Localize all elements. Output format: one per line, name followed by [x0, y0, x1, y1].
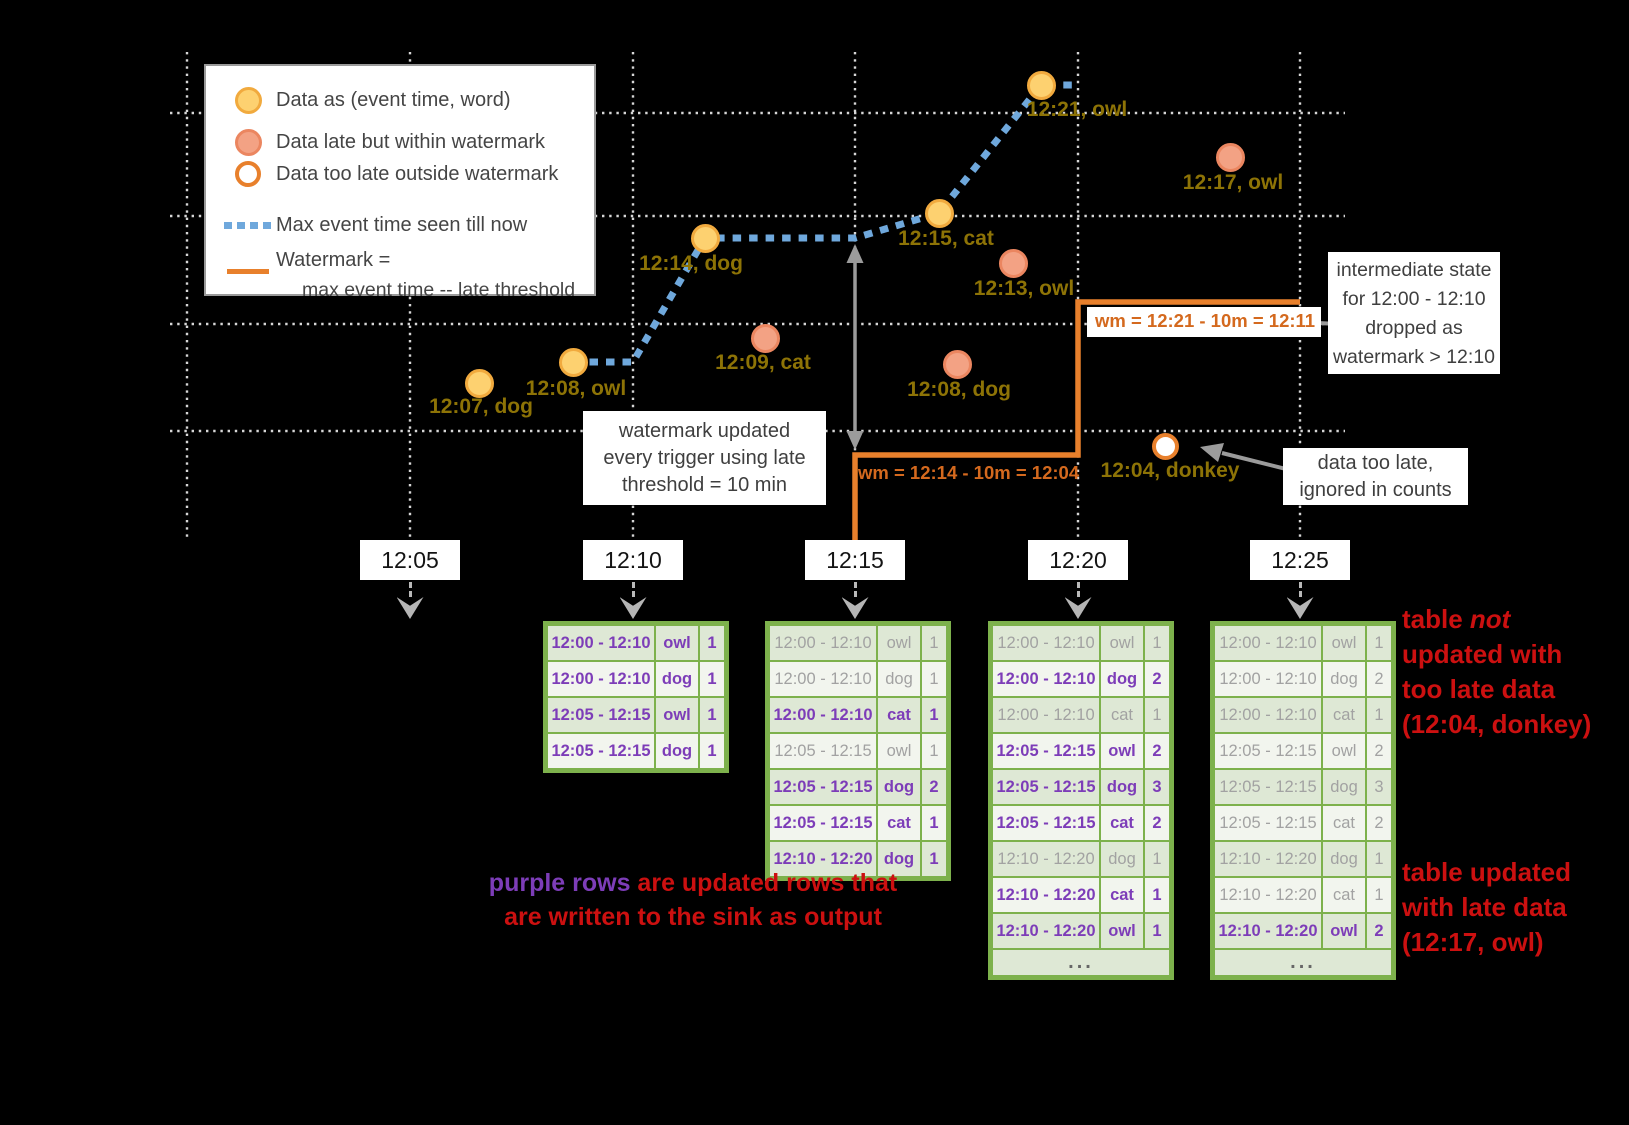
window-cell: 12:05 - 12:15	[546, 697, 656, 733]
count-cell: 1	[1366, 624, 1394, 662]
orange-line-icon	[227, 269, 269, 274]
data-point-12-14-dog	[691, 224, 720, 253]
note-line: every trigger using late	[603, 447, 806, 469]
data-point-12-07-dog	[465, 369, 494, 398]
table-row	[991, 661, 1172, 697]
count-cell: 2	[1366, 913, 1394, 949]
table-row	[768, 697, 949, 733]
legend-label: Data late but within watermark	[276, 130, 546, 153]
word-cell: owl	[1100, 733, 1144, 769]
tick-arrow-stub	[409, 582, 412, 597]
window-cell: 12:00 - 12:10	[991, 661, 1101, 697]
legend-row-late	[220, 127, 545, 157]
purple-rows-label: purple rows	[488, 869, 631, 897]
data-point-label-12-15-cat: 12:15, cat	[898, 227, 994, 250]
legend-label: Watermark =	[276, 248, 391, 271]
legend-label: Max event time seen till now	[276, 213, 528, 236]
max-event-time-line	[573, 85, 1075, 362]
count-cell: 1	[1366, 877, 1394, 913]
table-row	[1213, 805, 1394, 841]
note-line: watermark > 12:10	[1332, 346, 1496, 368]
data-point-12-17-owl	[1216, 143, 1245, 172]
table-row	[546, 624, 727, 662]
note-line: ignored in counts	[1299, 479, 1452, 501]
count-cell: 1	[921, 805, 949, 841]
data-point-label-12-07-dog: 12:07, dog	[429, 395, 533, 418]
count-cell: 1	[921, 624, 949, 662]
table-row	[991, 913, 1172, 949]
data-point-label-12-08-dog: 12:08, dog	[907, 378, 1011, 401]
count-cell: 1	[1144, 877, 1172, 913]
table-row	[768, 769, 949, 805]
not-updated-note	[1402, 602, 1591, 742]
count-cell: 1	[699, 733, 727, 771]
word-cell: dog	[877, 769, 921, 805]
count-cell: 3	[1366, 769, 1394, 805]
note-text: not	[1469, 604, 1511, 634]
table-row	[768, 624, 949, 662]
tick-arrow-stub	[632, 582, 635, 597]
note-text: are updated rows that	[630, 869, 898, 897]
ellipsis-cell: ...	[991, 949, 1172, 978]
note-text: table	[1402, 604, 1470, 634]
window-cell: 12:10 - 12:20	[1213, 913, 1323, 949]
table-row	[991, 733, 1172, 769]
window-cell: 12:05 - 12:15	[1213, 733, 1323, 769]
data-point-12-08-dog	[943, 350, 972, 379]
table-row	[768, 805, 949, 841]
word-cell: owl	[655, 697, 699, 733]
updated-note	[1402, 855, 1571, 960]
legend-row-too-late	[220, 159, 558, 189]
data-point-12-21-owl	[1027, 71, 1056, 100]
window-cell: 12:00 - 12:10	[546, 624, 656, 662]
word-cell: dog	[655, 733, 699, 771]
window-cell: 12:05 - 12:15	[1213, 805, 1323, 841]
count-cell: 2	[1366, 661, 1394, 697]
too-late-point-icon	[235, 161, 261, 187]
table-row	[1213, 697, 1394, 733]
count-cell: 1	[1144, 624, 1172, 662]
window-cell: 12:05 - 12:15	[768, 769, 878, 805]
data-point-12-15-cat	[925, 199, 954, 228]
note-line: intermediate state	[1336, 259, 1492, 281]
window-cell: 12:05 - 12:15	[991, 805, 1101, 841]
intermediate-state-note	[1328, 252, 1500, 374]
window-cell: 12:10 - 12:20	[768, 841, 878, 879]
count-cell: 2	[1144, 733, 1172, 769]
table-row	[1213, 733, 1394, 769]
note-text: updated	[1469, 857, 1572, 887]
window-cell: 12:00 - 12:10	[768, 697, 878, 733]
word-cell: dog	[1100, 769, 1144, 805]
table-row	[768, 733, 949, 769]
legend-row-ontime	[220, 85, 511, 115]
count-cell: 1	[1366, 697, 1394, 733]
result-table-12-10	[543, 621, 729, 773]
table-row	[546, 697, 727, 733]
table-row	[1213, 913, 1394, 949]
count-cell: 1	[921, 733, 949, 769]
result-table-12-20	[988, 621, 1174, 980]
word-cell: owl	[1100, 624, 1144, 662]
data-point-label-12-13-owl: 12:13, owl	[973, 277, 1075, 300]
watermark-label-low: wm = 12:14 - 10m = 12:04	[858, 462, 1080, 483]
too-late-note	[1283, 448, 1468, 505]
table-row	[991, 769, 1172, 805]
count-cell: 2	[1366, 805, 1394, 841]
word-cell: owl	[1322, 913, 1366, 949]
window-cell: 12:05 - 12:15	[991, 769, 1101, 805]
word-cell: dog	[1100, 661, 1144, 697]
count-cell: 1	[699, 697, 727, 733]
window-cell: 12:05 - 12:15	[768, 805, 878, 841]
legend-row-max-event-time	[220, 210, 527, 240]
tick-arrow-stub	[854, 582, 857, 597]
ellipsis-cell: ...	[1213, 949, 1394, 978]
watermark-gap-arrow	[847, 244, 864, 450]
word-cell: cat	[1322, 877, 1366, 913]
count-cell: 1	[1144, 913, 1172, 949]
table-ellipsis-row	[1213, 949, 1394, 978]
note-text: (12:17, owl)	[1402, 927, 1544, 957]
word-cell: cat	[877, 805, 921, 841]
word-cell: dog	[1322, 769, 1366, 805]
data-point-label-12-09-cat: 12:09, cat	[715, 351, 811, 374]
word-cell: cat	[1322, 697, 1366, 733]
word-cell: cat	[1322, 805, 1366, 841]
data-point-label-12-21-owl: 12:21, owl	[1026, 98, 1128, 121]
word-cell: owl	[655, 624, 699, 662]
blue-dotted-line-icon	[224, 222, 272, 229]
window-cell: 12:05 - 12:15	[768, 733, 878, 769]
window-cell: 12:10 - 12:20	[991, 877, 1101, 913]
data-point-label-12-17-owl: 12:17, owl	[1182, 171, 1284, 194]
window-cell: 12:05 - 12:15	[546, 733, 656, 771]
count-cell: 1	[921, 697, 949, 733]
sink-output-note	[478, 866, 908, 934]
window-cell: 12:00 - 12:10	[1213, 624, 1323, 662]
table-row	[1213, 624, 1394, 662]
table-row	[546, 733, 727, 771]
word-cell: dog	[877, 661, 921, 697]
count-cell: 3	[1144, 769, 1172, 805]
count-cell: 1	[699, 624, 727, 662]
table-row	[991, 841, 1172, 877]
time-tick-12-20: 12:20	[1028, 540, 1128, 580]
result-table-12-25	[1210, 621, 1396, 980]
ontime-point-icon	[235, 87, 262, 114]
word-cell: owl	[1100, 913, 1144, 949]
late-point-icon	[235, 129, 262, 156]
window-cell: 12:05 - 12:15	[1213, 769, 1323, 805]
legend	[204, 64, 596, 301]
note-line: watermark updated	[618, 420, 791, 442]
table-row	[1213, 877, 1394, 913]
table-ellipsis-row	[991, 949, 1172, 978]
window-cell: 12:10 - 12:20	[991, 913, 1101, 949]
window-cell: 12:00 - 12:10	[1213, 697, 1323, 733]
time-tick-12-15: 12:15	[805, 540, 905, 580]
note-line: threshold = 10 min	[621, 474, 788, 496]
tick-arrow-stub	[1077, 582, 1080, 597]
window-cell: 12:10 - 12:20	[991, 841, 1101, 877]
note-text: are written to the sink as output	[504, 903, 882, 931]
window-cell: 12:05 - 12:15	[991, 733, 1101, 769]
table-row	[991, 877, 1172, 913]
word-cell: dog	[1322, 841, 1366, 877]
word-cell: dog	[1322, 661, 1366, 697]
note-text: updated with	[1402, 639, 1563, 669]
time-tick-12-05: 12:05	[360, 540, 460, 580]
time-tick-12-10: 12:10	[583, 540, 683, 580]
legend-label: max event time -- late threshold	[302, 278, 576, 301]
data-point-12-08-owl	[559, 348, 588, 377]
table-row	[1213, 769, 1394, 805]
count-cell: 2	[1144, 805, 1172, 841]
data-point-label-12-04-donkey: 12:04, donkey	[1100, 459, 1240, 482]
window-cell: 12:10 - 12:20	[1213, 877, 1323, 913]
note-line: dropped as	[1365, 317, 1463, 339]
count-cell: 1	[921, 661, 949, 697]
window-cell: 12:00 - 12:10	[1213, 661, 1323, 697]
table-row	[1213, 841, 1394, 877]
data-point-12-04-donkey	[1152, 433, 1179, 460]
count-cell: 1	[1144, 697, 1172, 733]
word-cell: dog	[655, 661, 699, 697]
table-row	[991, 697, 1172, 733]
window-cell: 12:00 - 12:10	[991, 624, 1101, 662]
count-cell: 1	[699, 661, 727, 697]
count-cell: 2	[1144, 661, 1172, 697]
count-cell: 1	[1366, 841, 1394, 877]
word-cell: owl	[877, 733, 921, 769]
legend-row-watermark-cont	[302, 275, 575, 305]
legend-label: Data too late outside watermark	[276, 162, 559, 185]
word-cell: dog	[877, 841, 921, 879]
watermark-note	[583, 411, 826, 505]
result-table-12-15	[765, 621, 951, 881]
data-point-label-12-08-owl: 12:08, owl	[525, 377, 627, 400]
note-text: too late data	[1402, 674, 1556, 704]
word-cell: owl	[1322, 733, 1366, 769]
word-cell: owl	[877, 624, 921, 662]
word-cell: dog	[1100, 841, 1144, 877]
word-cell: cat	[1100, 697, 1144, 733]
note-line: data too late,	[1317, 452, 1434, 474]
window-cell: 12:00 - 12:10	[768, 661, 878, 697]
window-cell: 12:00 - 12:10	[768, 624, 878, 662]
table-row	[546, 661, 727, 697]
note-text: table	[1402, 857, 1470, 887]
window-cell: 12:10 - 12:20	[1213, 841, 1323, 877]
table-row	[1213, 661, 1394, 697]
table-row	[991, 624, 1172, 662]
word-cell: owl	[1322, 624, 1366, 662]
word-cell: cat	[877, 697, 921, 733]
time-tick-12-25: 12:25	[1250, 540, 1350, 580]
word-cell: cat	[1100, 877, 1144, 913]
table-row	[768, 661, 949, 697]
count-cell: 1	[921, 841, 949, 879]
note-line: for 12:00 - 12:10	[1342, 288, 1486, 310]
note-text: (12:04, donkey)	[1402, 709, 1592, 739]
count-cell: 1	[1144, 841, 1172, 877]
note-text: with late data	[1402, 892, 1567, 922]
window-cell: 12:00 - 12:10	[991, 697, 1101, 733]
data-point-12-13-owl	[999, 249, 1028, 278]
data-point-label-12-14-dog: 12:14, dog	[639, 252, 743, 275]
table-row	[991, 805, 1172, 841]
watermark-label-high: wm = 12:21 - 10m = 12:11	[1087, 307, 1321, 337]
window-cell: 12:00 - 12:10	[546, 661, 656, 697]
data-point-12-09-cat	[751, 324, 780, 353]
tick-arrow-stub	[1299, 582, 1302, 597]
word-cell: cat	[1100, 805, 1144, 841]
legend-label: Data as (event time, word)	[276, 88, 511, 111]
count-cell: 2	[1366, 733, 1394, 769]
count-cell: 2	[921, 769, 949, 805]
